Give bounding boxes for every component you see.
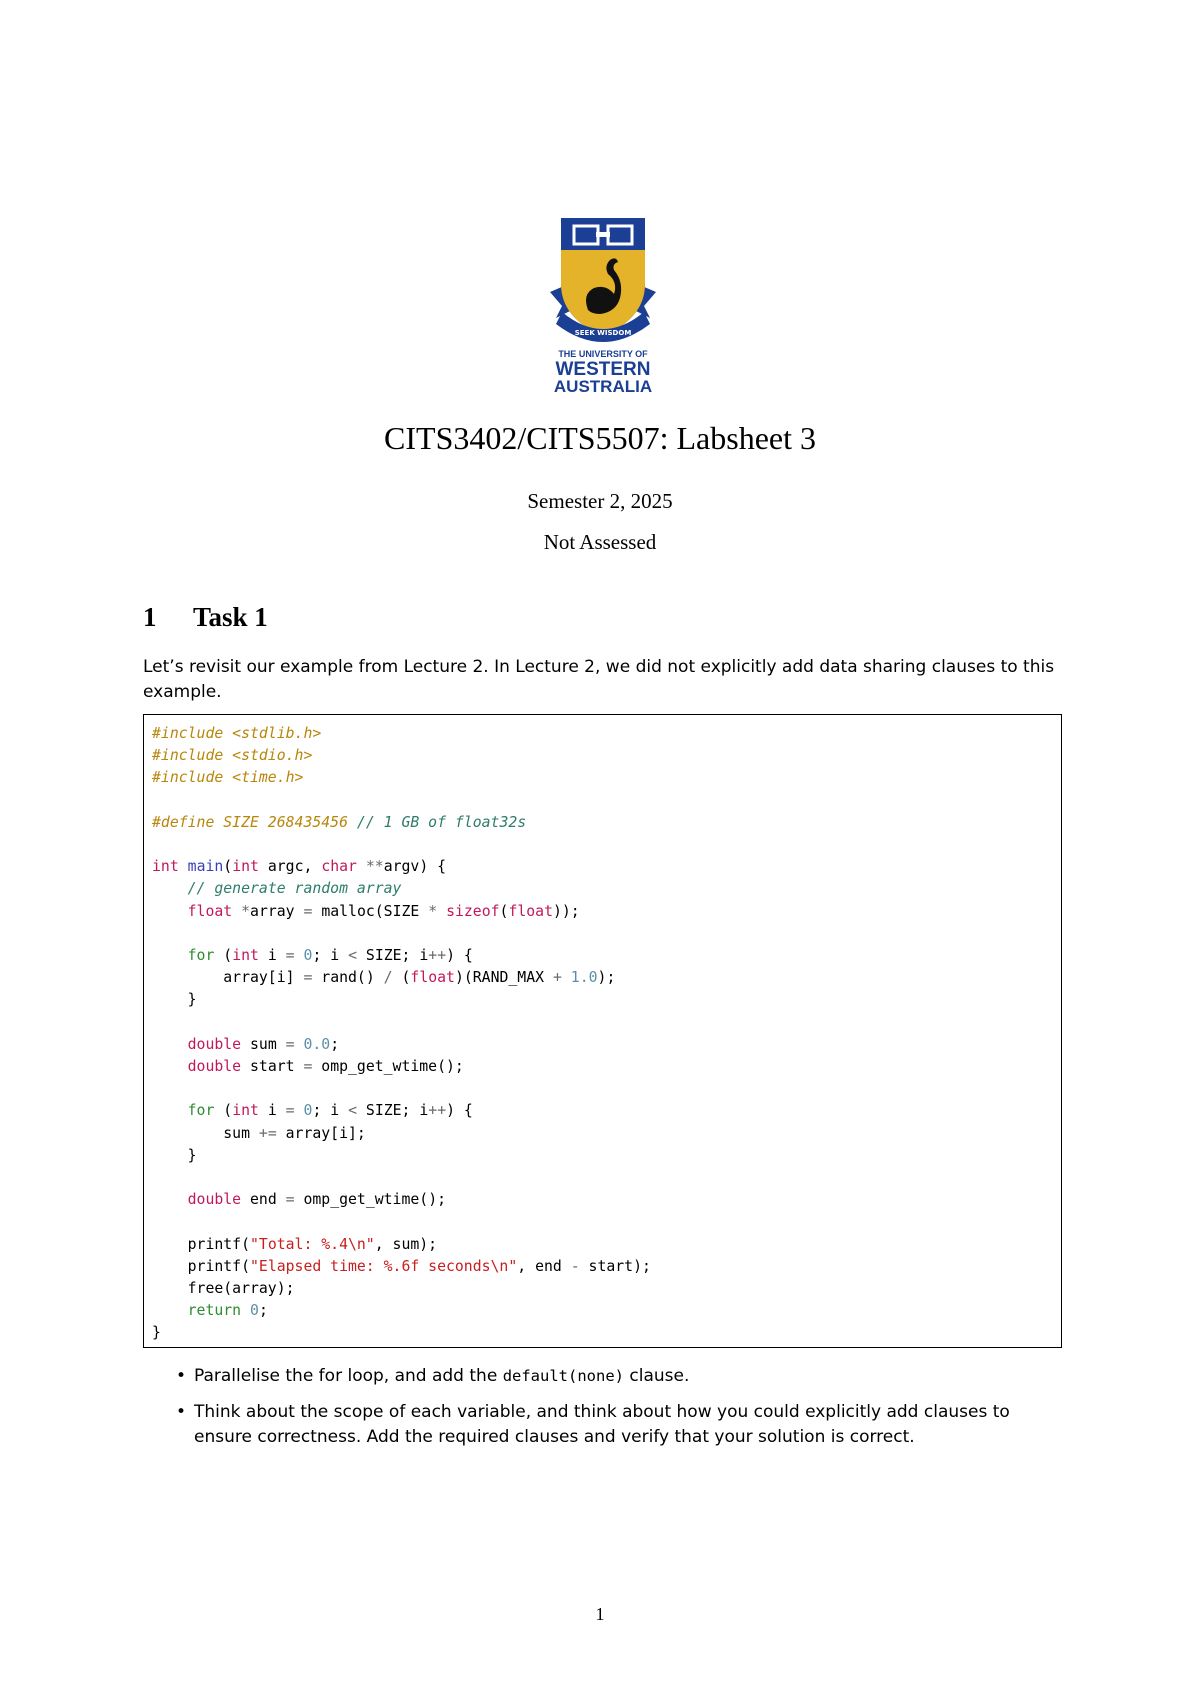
code-token: float xyxy=(508,902,553,920)
code-token: char xyxy=(321,858,357,876)
code-token: double xyxy=(187,1191,242,1209)
code-token: argc, xyxy=(258,858,322,876)
code-token: omp_get_wtime(); xyxy=(294,1191,447,1209)
code-listing xyxy=(143,714,1062,1348)
code-token: 0 xyxy=(303,947,313,965)
code-token: ** xyxy=(365,858,384,876)
code-token: int xyxy=(232,947,259,965)
code-token xyxy=(241,1302,250,1319)
code-token: } xyxy=(152,991,197,1009)
code-line xyxy=(152,945,651,967)
code-line xyxy=(152,1100,651,1122)
code-token xyxy=(295,947,304,964)
code-token: 1.0 xyxy=(570,969,598,987)
code-token: * xyxy=(241,902,251,920)
code-token: argv) { xyxy=(383,858,447,876)
code-token: ++ xyxy=(428,1102,447,1120)
code-line xyxy=(152,1167,651,1189)
code-token: = xyxy=(285,947,295,965)
code-token xyxy=(562,969,571,986)
task-list-item xyxy=(143,1364,1063,1389)
code-line xyxy=(152,745,651,767)
code-token: array[i]; xyxy=(276,1124,366,1142)
code-token: return xyxy=(187,1302,242,1320)
code-token xyxy=(179,858,188,875)
code-token: double xyxy=(187,1035,242,1053)
bullet-marker: • xyxy=(176,1402,187,1422)
code-token: main xyxy=(187,858,224,876)
code-token: double xyxy=(187,1058,242,1076)
task-list xyxy=(143,1364,1063,1461)
code-token: ( xyxy=(214,947,233,965)
code-token: = xyxy=(303,969,313,987)
code-token: } xyxy=(152,1324,161,1342)
code-line xyxy=(152,812,651,834)
logo-text-line3: AUSTRALIA xyxy=(553,377,653,394)
code-token: 0 xyxy=(250,1302,259,1320)
code-token: end xyxy=(241,1191,286,1209)
code-line xyxy=(152,790,651,812)
code-line xyxy=(152,878,651,900)
code-token xyxy=(295,1102,304,1119)
code-token: += xyxy=(258,1124,277,1142)
code-token: // 1 GB of float32s xyxy=(356,813,527,831)
code-token: 0 xyxy=(303,1102,313,1120)
code-token: , end xyxy=(517,1257,571,1275)
code-line xyxy=(152,1278,651,1300)
code-token: #include <stdio.h> xyxy=(152,747,313,765)
code-token xyxy=(152,1302,188,1319)
university-logo xyxy=(548,214,658,394)
code-token: i xyxy=(258,1102,286,1120)
code-token xyxy=(152,903,188,920)
code-token: float xyxy=(410,969,455,987)
code-token: ) { xyxy=(446,1102,473,1120)
intro-paragraph: Let’s revisit our example from Lecture 2. In Lecture 2, we did not explicitly add data sharing clauses to this example. xyxy=(143,657,1055,702)
task-text: clause. xyxy=(624,1366,690,1386)
code-token: ; i xyxy=(312,1102,349,1120)
code-token: ; xyxy=(258,1302,268,1320)
code-line xyxy=(152,1211,651,1233)
code-line xyxy=(152,856,651,878)
code-line xyxy=(152,834,651,856)
code-token: omp_get_wtime(); xyxy=(312,1058,464,1076)
code-token: for xyxy=(187,947,215,965)
code-token: #define SIZE 268435456 xyxy=(152,813,357,831)
code-token: int xyxy=(232,858,259,876)
code-block xyxy=(152,723,651,1345)
code-token: )); xyxy=(552,902,580,920)
code-line xyxy=(152,1056,651,1078)
document-title: CITS3402/CITS5507: Labsheet 3 xyxy=(384,420,816,456)
assessment-line: Not Assessed xyxy=(543,530,657,554)
code-token: )(RAND_MAX xyxy=(454,969,553,987)
code-line xyxy=(152,1300,651,1322)
code-token: ) { xyxy=(446,947,473,965)
code-line xyxy=(152,1189,651,1211)
section-heading xyxy=(143,602,268,633)
code-token: sizeof xyxy=(446,902,500,920)
code-token: = xyxy=(285,1035,295,1053)
code-token: sum xyxy=(152,1124,259,1142)
code-token xyxy=(152,1102,188,1119)
code-token: start); xyxy=(579,1257,651,1275)
code-line xyxy=(152,1322,651,1344)
code-line xyxy=(152,1123,651,1145)
code-token xyxy=(152,1191,188,1208)
inline-code: default(none) xyxy=(502,1367,625,1385)
code-token: "Elapsed time: %.6f seconds\n" xyxy=(250,1257,518,1275)
code-token xyxy=(152,1058,188,1075)
logo-book-clasp xyxy=(596,232,610,237)
code-token: SIZE; i xyxy=(357,1102,429,1120)
logo-text-line1: THE UNIVERSITY OF xyxy=(558,349,648,359)
code-token: ); xyxy=(597,969,616,987)
page-number: 1 xyxy=(595,1604,605,1624)
logo-text-line2: WESTERN xyxy=(555,359,651,380)
code-line xyxy=(152,1145,651,1167)
code-token: } xyxy=(152,1146,197,1164)
code-line xyxy=(152,1078,651,1100)
code-token: < xyxy=(348,1102,357,1120)
code-token: = xyxy=(303,902,313,920)
code-token: int xyxy=(232,1102,259,1120)
code-token: ; i xyxy=(312,947,349,965)
code-token: ; xyxy=(330,1035,340,1053)
code-token: = xyxy=(285,1102,295,1120)
task-text: Think about the scope of each variable, and think about how you could explicitly add clauses to ensure correctness. Add the required clauses and verify that your solution is correct. xyxy=(194,1402,1010,1447)
code-token: malloc(SIZE xyxy=(312,902,429,920)
code-token: ( xyxy=(214,1102,233,1120)
code-token: printf( xyxy=(152,1257,250,1275)
code-token: printf( xyxy=(152,1235,250,1253)
code-token xyxy=(232,903,241,920)
code-token: * xyxy=(428,902,438,920)
code-token: ( xyxy=(499,902,509,920)
code-line xyxy=(152,901,651,923)
code-token: array xyxy=(250,902,304,920)
code-line xyxy=(152,1034,651,1056)
code-token xyxy=(152,1036,188,1053)
code-token xyxy=(152,947,188,964)
code-token: + xyxy=(552,969,562,987)
code-line xyxy=(152,923,651,945)
code-token: rand() xyxy=(312,969,384,987)
code-token: , sum); xyxy=(374,1235,438,1253)
bullet-marker: • xyxy=(176,1366,187,1386)
logo-chief-band xyxy=(561,250,645,253)
code-token: for xyxy=(187,1102,215,1120)
code-token: #include <stdlib.h> xyxy=(152,725,322,742)
code-token: "Total: %.4\n" xyxy=(250,1235,375,1253)
section-number: 1 xyxy=(143,602,157,632)
code-token: sum xyxy=(241,1035,286,1053)
code-token: free(array); xyxy=(152,1280,295,1298)
code-token: = xyxy=(285,1191,295,1209)
code-token: ( xyxy=(392,969,411,987)
semester-line: Semester 2, 2025 xyxy=(527,489,673,513)
code-line xyxy=(152,1234,651,1256)
code-token: float xyxy=(187,902,233,920)
section-title: Task 1 xyxy=(193,602,268,632)
task-text: Parallelise the for loop, and add the xyxy=(194,1366,503,1386)
code-line xyxy=(152,989,651,1011)
code-token: 0.0 xyxy=(303,1035,331,1053)
code-token xyxy=(152,880,188,897)
code-token: / xyxy=(383,969,393,987)
code-token: start xyxy=(241,1058,304,1076)
code-token: int xyxy=(152,858,179,876)
code-token: ( xyxy=(223,858,233,876)
code-token: #include <time.h> xyxy=(152,769,304,787)
code-token: i xyxy=(258,947,286,965)
code-token xyxy=(357,858,366,875)
code-line xyxy=(152,723,651,745)
code-token: array[i] xyxy=(152,969,304,987)
code-token: SIZE; i xyxy=(357,947,429,965)
logo-motto: SEEK WISDOM xyxy=(574,329,632,337)
code-line xyxy=(152,967,651,989)
code-line xyxy=(152,1012,651,1034)
code-token xyxy=(437,903,446,920)
task-list-item xyxy=(143,1400,1063,1450)
code-token: ++ xyxy=(428,947,447,965)
code-token: = xyxy=(303,1058,313,1076)
code-line xyxy=(152,767,651,789)
code-line xyxy=(152,1256,651,1278)
code-token: - xyxy=(570,1257,580,1275)
code-token: // generate random array xyxy=(187,880,402,898)
code-token: < xyxy=(348,947,357,965)
